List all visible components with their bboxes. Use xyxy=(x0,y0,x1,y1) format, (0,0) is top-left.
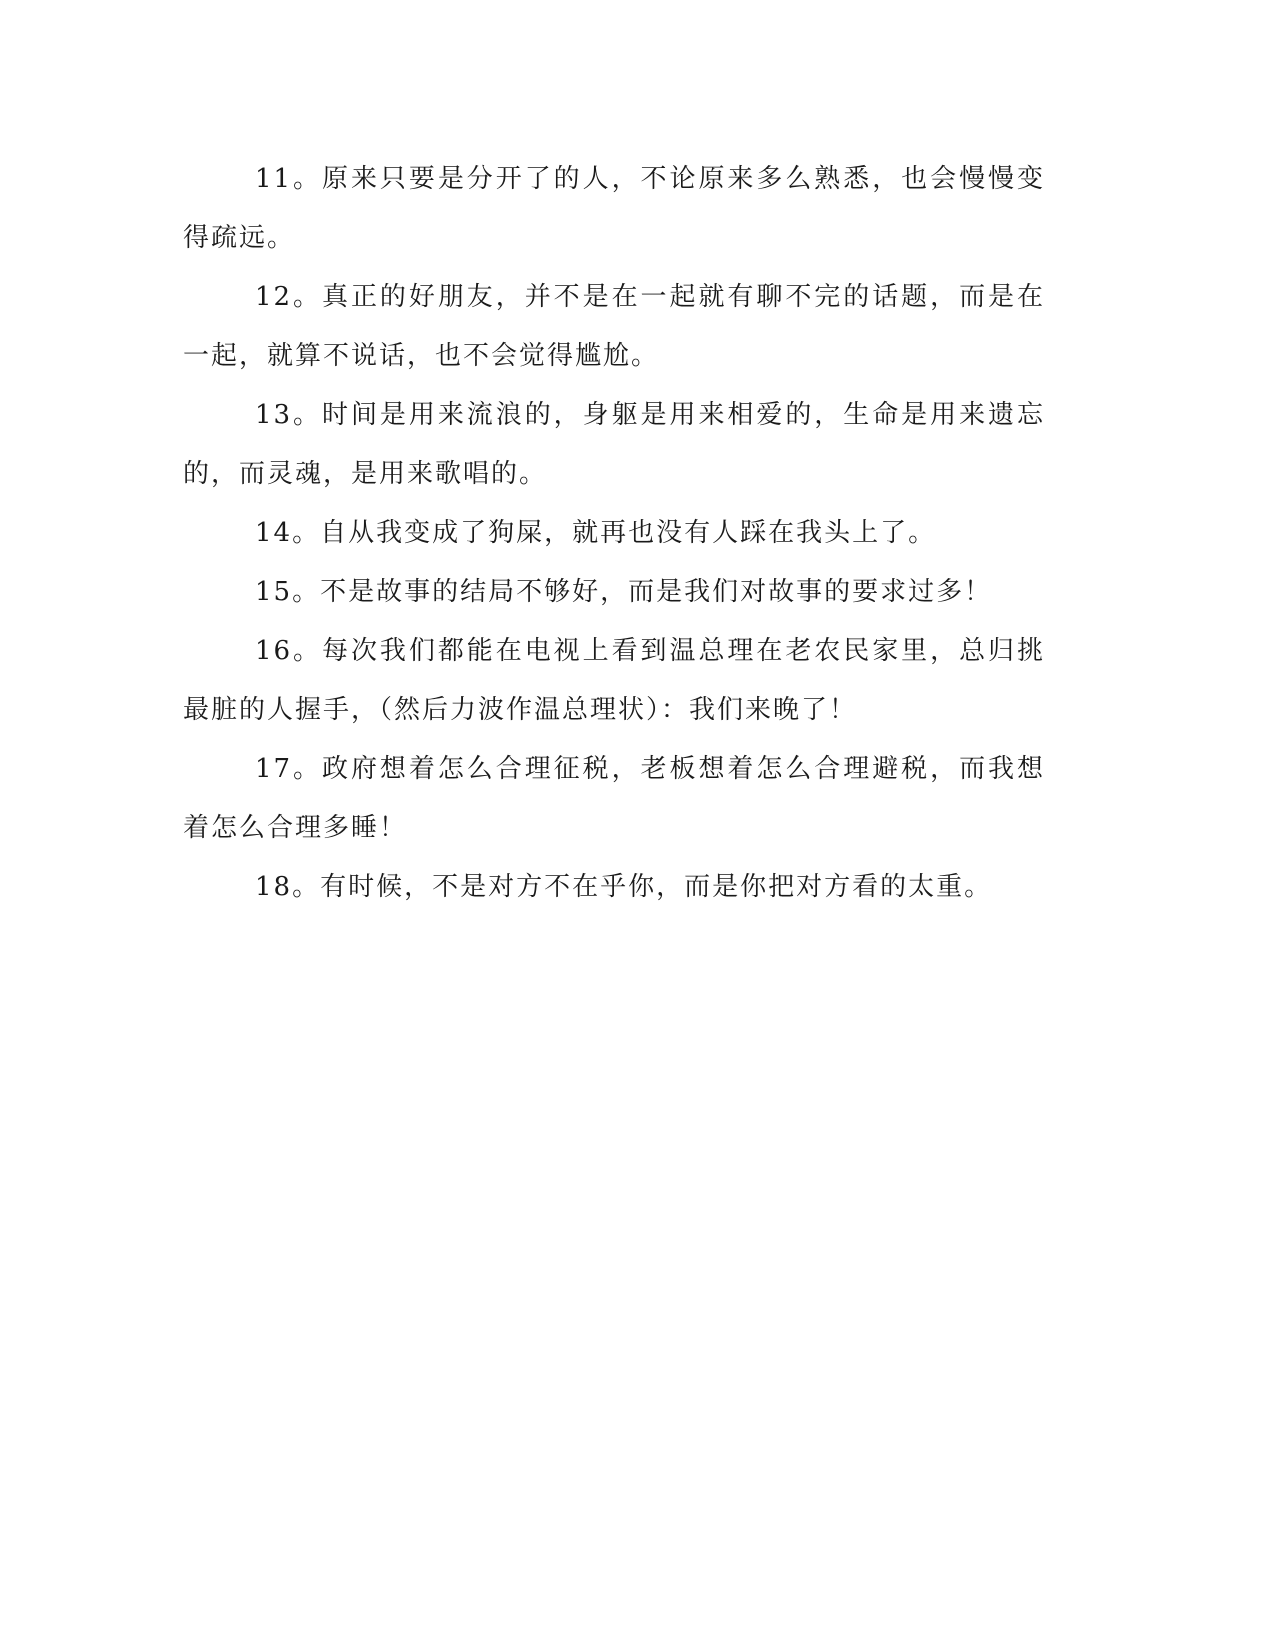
paragraph-16: 16。每次我们都能在电视上看到温总理在老农民家里，总归挑最脏的人握手，（然后力波作温总理状）：我们来晚了！ xyxy=(183,636,1045,725)
paragraph-13: 13。时间是用来流浪的，身躯是用来相爱的，生命是用来遗忘的，而灵魂，是用来歌唱的。 xyxy=(183,400,1045,489)
paragraph-17: 17。政府想着怎么合理征税，老板想着怎么合理避税，而我想着怎么合理多睡！ xyxy=(183,754,1045,843)
paragraph-15: 15。不是故事的结局不够好，而是我们对故事的要求过多！ xyxy=(255,577,993,607)
paragraph-11: 11。原来只要是分开了的人，不论原来多么熟悉，也会慢慢变得疏远。 xyxy=(183,164,1045,253)
paragraph-12: 12。真正的好朋友，并不是在一起就有聊不完的话题，而是在一起，就算不说话，也不会觉得尴尬。 xyxy=(183,282,1045,371)
paragraph-18: 18。有时候，不是对方不在乎你，而是你把对方看的太重。 xyxy=(255,872,993,902)
document-body xyxy=(183,150,1045,917)
paragraph-14: 14。自从我变成了狗屎，就再也没有人踩在我头上了。 xyxy=(255,518,937,548)
